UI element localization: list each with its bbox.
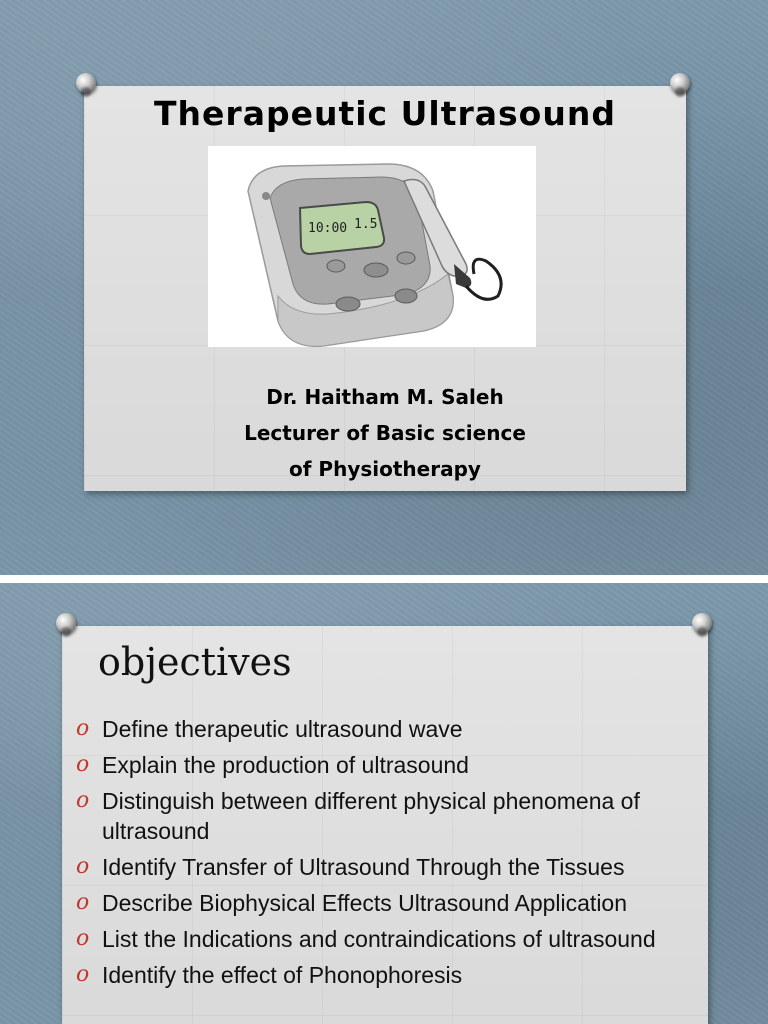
bullet-o-icon: o: [76, 788, 90, 813]
bullet-o-icon: o: [76, 716, 90, 741]
objectives-list: [76, 714, 701, 996]
objective-text: Distinguish between different physical phenomena of ultrasound: [102, 788, 640, 844]
list-item: [76, 852, 701, 882]
list-item: [76, 924, 701, 954]
list-item: [76, 714, 701, 744]
objective-text: Define therapeutic ultrasound wave: [102, 716, 463, 742]
objective-text: Identify Transfer of Ultrasound Through the Tissues: [102, 854, 625, 880]
objectives-card: [62, 626, 708, 1024]
objective-text: Describe Biophysical Effects Ultrasound Application: [102, 890, 628, 916]
objectives-slide: [0, 583, 768, 1024]
bullet-o-icon: o: [76, 752, 90, 777]
device-intensity-readout: 1.5: [354, 217, 378, 232]
ultrasound-device-image: [208, 146, 536, 347]
list-item: [76, 960, 701, 990]
objective-text: List the Indications and contraindications of ultrasound: [102, 926, 656, 952]
bullet-o-icon: o: [76, 962, 90, 987]
bullet-o-icon: o: [76, 890, 90, 915]
bullet-o-icon: o: [76, 926, 90, 951]
pushpin-icon: [670, 73, 690, 93]
bullet-o-icon: o: [76, 854, 90, 879]
list-item: [76, 888, 701, 918]
objective-text: Explain the production of ultrasound: [102, 752, 469, 778]
slide-title: Therapeutic Ultrasound: [154, 94, 616, 133]
author-title-line-1: Lecturer of Basic science: [244, 421, 526, 445]
pushpin-icon: [56, 613, 76, 633]
objective-text: Identify the effect of Phonophoresis: [102, 962, 463, 988]
author-name: Dr. Haitham M. Saleh: [266, 385, 504, 409]
pushpin-icon: [692, 613, 712, 633]
author-title-line-2: of Physiotherapy: [289, 457, 481, 481]
objectives-title: objectives: [98, 640, 292, 684]
ultrasound-device-illustration: [208, 146, 536, 347]
device-time-readout: 10:00: [308, 221, 348, 236]
list-item: [76, 786, 701, 846]
list-item: [76, 750, 701, 780]
title-card: [84, 86, 686, 491]
pushpin-icon: [76, 73, 96, 93]
